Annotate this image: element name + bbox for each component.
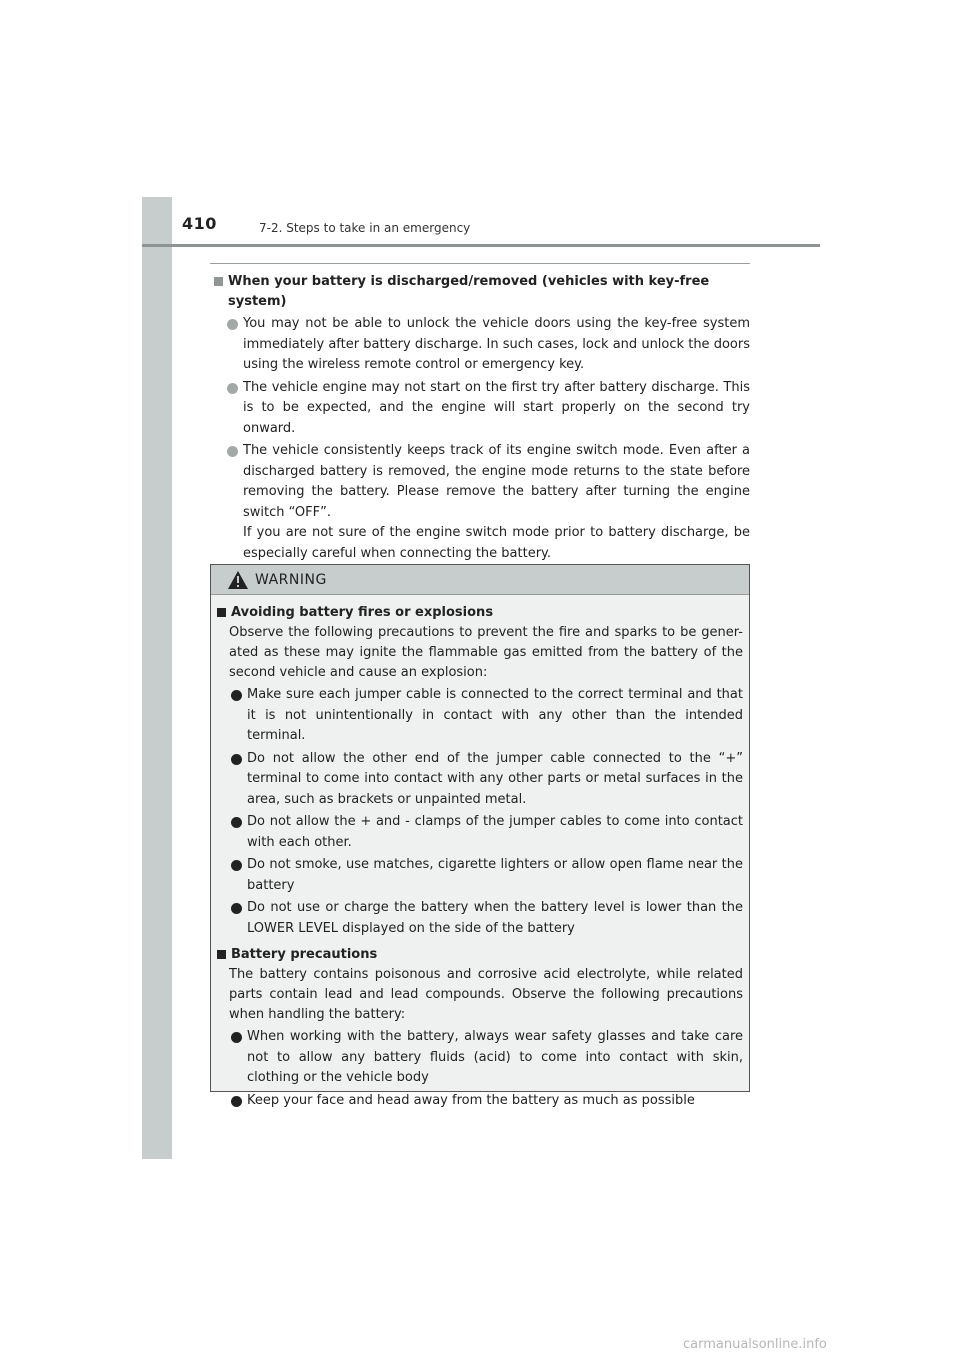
list-item: [231, 749, 743, 811]
list-item: [231, 812, 743, 853]
list-item: [231, 1027, 743, 1089]
warning-title: WARNING: [255, 571, 327, 588]
list-item-text: Keep your face and head away from the battery as much as possible: [247, 1092, 695, 1108]
bullet-dot-icon: [231, 860, 242, 871]
list-item-text-extra: If you are not sure of the engine switch mode prior to battery discharge, be especially careful when connecting the battery.: [243, 525, 750, 561]
warning-section-heading: [217, 945, 743, 965]
warning-section-heading: [217, 603, 743, 623]
list-item: [227, 314, 750, 376]
list-item: [227, 378, 750, 440]
section-title: 7-2. Steps to take in an emergency: [259, 221, 471, 235]
list-item-text: Do not smoke, use matches, cigarette lighters or allow open flame near the battery: [247, 857, 743, 893]
list-item-text: Make sure each jumper cable is connected to the correct terminal and that it is not unintentionally in contact with any other than the intended terminal.: [247, 687, 743, 743]
bullet-dot-icon: [227, 319, 238, 330]
list-item-text: Do not use or charge the battery when the battery level is lower than the LOWER LEVEL displayed on the side of the battery: [247, 900, 743, 936]
bullet-dot-icon: [227, 446, 238, 457]
list-item-text: You may not be able to unlock the vehicle doors using the key-free system immediately after battery discharge. In such cases, lock and unlock the doors using the wireless remote control or emergency key.: [243, 316, 750, 372]
page-number: 410: [182, 214, 217, 233]
side-tab-strip: [142, 197, 172, 1159]
list-item: [227, 441, 750, 564]
list-item-text: The vehicle engine may not start on the first try after battery discharge. This is to be expected, and the engine will start properly on the second try onward.: [243, 379, 750, 436]
square-bullet-icon: [217, 950, 226, 959]
warning-body: [211, 595, 749, 1111]
list-item-text: When working with the battery, always wear safety glasses and take care not to allow any battery fluids (acid) to come into contact with skin, clothing or the vehicle body: [247, 1029, 743, 1085]
bullet-dot-icon: [231, 903, 242, 914]
warning-paragraph: The battery contains poisonous and corrosive acid electrolyte, while related parts contain lead and lead compounds. Observe the following precautions when handling the battery:: [229, 967, 743, 1022]
section-heading-text: When your battery is discharged/removed (vehicles with key-free system): [228, 274, 710, 309]
list-item-body: [243, 441, 750, 564]
list-item: [231, 685, 743, 747]
warning-heading-text: Avoiding battery fires or explosions: [231, 605, 494, 620]
main-content: [210, 263, 750, 564]
warning-box: [210, 564, 750, 1108]
square-bullet-icon: [217, 608, 226, 617]
list-item-text: The vehicle consistently keeps track of its engine switch mode. Even after a discharged battery is removed, the engine mode returns to the state before removing the battery. Please remove the battery after turning the engine switch “OFF”.: [243, 443, 750, 520]
bullet-dot-icon: [227, 383, 238, 394]
section-heading: [214, 272, 750, 312]
warning-paragraph: Observe the following precautions to prevent the fire and sparks to be gener-ated as these may ignite the flammable gas emitted from the battery of the second vehicle and cause an explosion:: [229, 625, 743, 680]
list-item-text: Do not allow the other end of the jumper cable connected to the “+” terminal to come into contact with any other parts or metal surfaces in the area, such as brackets or unpainted metal.: [247, 750, 743, 807]
bullet-dot-icon: [231, 754, 242, 765]
section-divider: [210, 263, 750, 264]
bullet-dot-icon: [231, 1032, 242, 1043]
list-item-text: Do not allow the + and - clamps of the jumper cables to come into contact with each other.: [247, 814, 743, 850]
bullet-dot-icon: [231, 817, 242, 828]
list-item: [231, 855, 743, 896]
warning-heading-text: Battery precautions: [231, 947, 378, 962]
warning-header: [211, 565, 749, 595]
list-item: [231, 898, 743, 939]
bullet-dot-icon: [231, 690, 242, 701]
list-item: [231, 1091, 743, 1112]
header-divider: [142, 244, 820, 247]
page-header: [142, 197, 820, 244]
bullet-dot-icon: [231, 1096, 242, 1107]
watermark-text: carmanualsonline.info: [683, 1337, 827, 1352]
square-bullet-icon: [214, 277, 223, 286]
warning-triangle-icon: [227, 570, 249, 590]
